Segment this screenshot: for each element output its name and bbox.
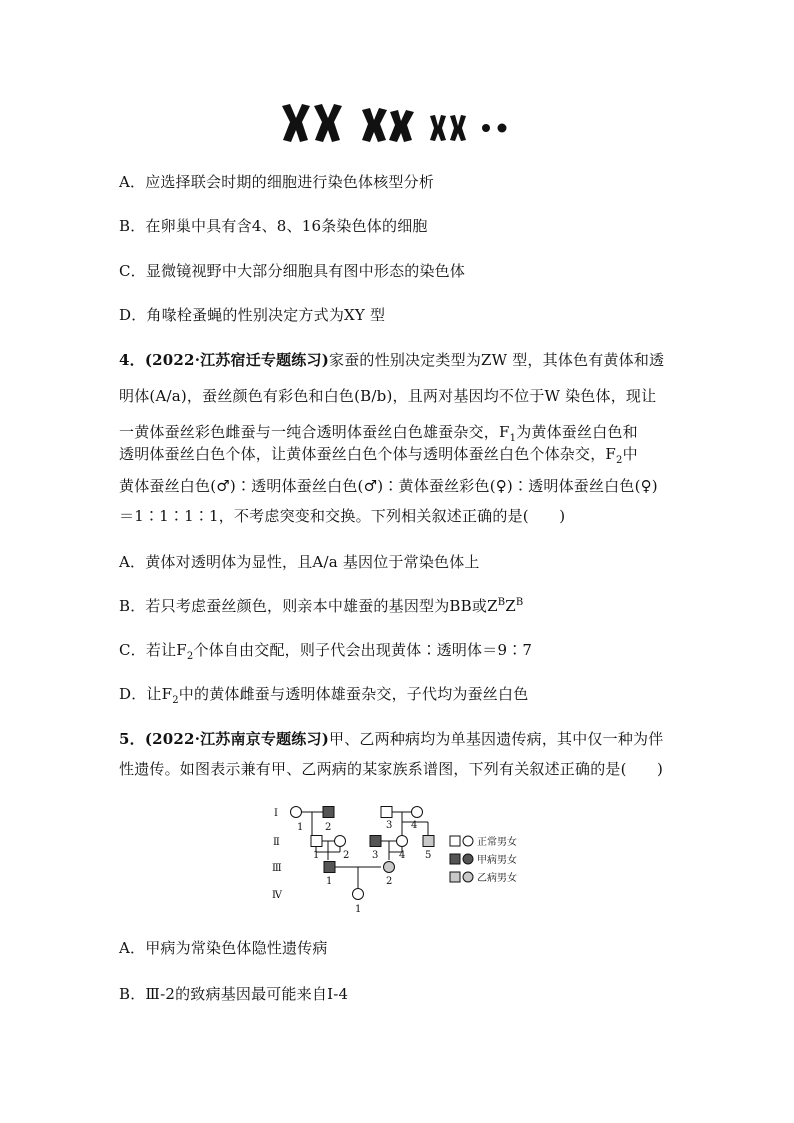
chromosome-karyotype-image — [278, 100, 518, 150]
q4-number: 4． — [119, 351, 145, 369]
num-II-1: 1 — [313, 850, 320, 861]
legend-jia-label: 甲病男女 — [477, 855, 517, 866]
num-I-1: 1 — [297, 822, 304, 833]
q3-option-a: A．应选择联会时期的细胞进行染色体核型分析 — [119, 173, 435, 191]
q3-option-c: C．显微镜视野中大部分细胞具有图中形态的染色体 — [119, 262, 466, 280]
pedigree-II-1 — [311, 836, 322, 847]
legend-yi-female — [463, 872, 473, 882]
q4-line-4: 透明体蚕丝白色个体，让黄体蚕丝白色个体与透明体蚕丝白色个体杂交，$F_2$中 — [119, 445, 638, 466]
pedigree-IV-1 — [353, 889, 364, 900]
num-II-2: 2 — [343, 850, 350, 861]
q5-option-b: B．Ⅲ-2的致病基因最可能来自Ⅰ-4 — [119, 985, 349, 1003]
gen-label-IV: Ⅳ — [272, 890, 282, 901]
chromosome-pair-3 — [430, 115, 466, 141]
q5-option-a: A．甲病为常染色体隐性遗传病 — [119, 939, 328, 957]
q4-option-d: D．让$F_2$中的黄体雌蚕与透明体雄蚕杂交，子代均为蚕丝白色 — [119, 685, 529, 706]
legend-yi-label: 乙病男女 — [477, 873, 517, 884]
q4-line-5: 黄体蚕丝白色(♂)∶透明体蚕丝白色(♂)∶黄体蚕丝彩色(♀)∶透明体蚕丝白色(♀) — [119, 477, 658, 495]
q5-source: (2022·江苏南京专题练习) — [144, 730, 330, 748]
pedigree-I-1 — [291, 807, 302, 818]
q5-number: 5． — [119, 730, 145, 748]
pedigree-diagram — [268, 800, 548, 915]
q4-option-b: B．若只考虑蚕丝颜色，则亲本中雄蚕的基因型为BB或$Z^BZ^B$ — [119, 597, 524, 615]
num-II-5: 5 — [425, 850, 432, 861]
num-III-1: 1 — [326, 876, 333, 887]
q5-line-1: 5．(2022·江苏南京专题练习)甲、乙两种病均为单基因遗传病，其中仅一种为伴 — [119, 730, 664, 748]
legend-jia-male — [450, 854, 460, 864]
pedigree-I-2 — [323, 807, 334, 818]
num-I-4: 4 — [411, 820, 418, 831]
pedigree-I-3 — [381, 807, 392, 818]
pedigree-III-2 — [384, 862, 395, 873]
legend-jia-female — [463, 854, 473, 864]
q4-line-6: ＝1∶1∶1∶1，不考虑突变和交换。下列相关叙述正确的是( ) — [119, 507, 566, 525]
num-IV-1: 1 — [355, 904, 362, 915]
q3-option-b: B．在卵巢中具有含4、8、16条染色体的细胞 — [119, 217, 428, 235]
num-I-2: 2 — [325, 822, 332, 833]
num-II-4: 4 — [399, 850, 406, 861]
chromosome-pair-4 — [482, 124, 507, 133]
pedigree-II-5 — [423, 836, 434, 847]
pedigree-III-1 — [324, 862, 335, 873]
num-III-2: 2 — [386, 876, 393, 887]
q3-option-d: D．角喙栓蚤蝇的性别决定方式为XY 型 — [119, 306, 386, 324]
q4-line-1: 4．(2022·江苏宿迁专题练习)家蚕的性别决定类型为ZW 型，其体色有黄体和透 — [119, 351, 665, 369]
legend-yi-male — [450, 872, 460, 882]
num-II-3: 3 — [372, 850, 379, 861]
num-I-3: 3 — [386, 820, 393, 831]
pedigree-II-4 — [397, 836, 408, 847]
chromosome-pair-2 — [362, 108, 414, 142]
q4-source: (2022·江苏宿迁专题练习) — [144, 351, 330, 369]
chromosome-pair-1 — [282, 104, 342, 142]
q5-line-2: 性遗传。如图表示兼有甲、乙两病的某家族系谱图，下列有关叙述正确的是( ) — [119, 760, 664, 778]
gen-label-II: Ⅱ — [273, 837, 280, 848]
gen-label-I: Ⅰ — [274, 808, 278, 819]
pedigree-II-3 — [370, 836, 381, 847]
q4-line-3: 一黄体蚕丝彩色雌蚕与一纯合透明体蚕丝白色雄蚕杂交，$F_1$为黄体蚕丝白色和 — [119, 423, 638, 444]
q4-option-c: C．若让$F_2$个体自由交配，则子代会出现黄体∶透明体＝9∶7 — [119, 641, 533, 662]
legend-normal-label: 正常男女 — [477, 837, 517, 848]
q4-line-2: 明体(A/a)，蚕丝颜色有彩色和白色(B/b)，且两对基因均不位于W 染色体，现让 — [119, 387, 657, 405]
q4-option-a: A．黄体对透明体为显性，且A/a 基因位于常染色体上 — [119, 553, 480, 571]
pedigree-I-4 — [412, 807, 423, 818]
pedigree-II-2 — [335, 836, 346, 847]
legend-normal-female — [463, 836, 473, 846]
legend-normal-male — [450, 836, 460, 846]
gen-label-III: Ⅲ — [272, 863, 282, 874]
